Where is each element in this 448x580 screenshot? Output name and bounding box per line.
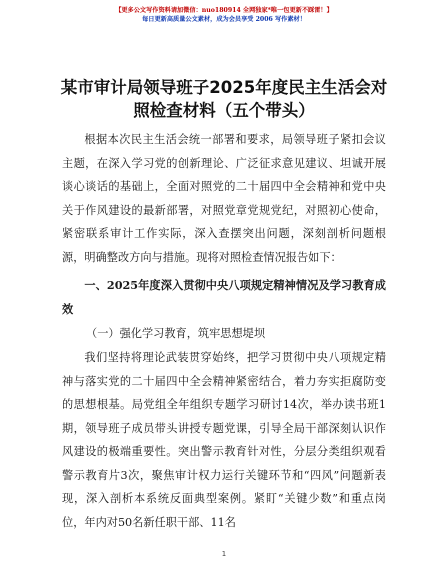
banner-line-1: 【更多公文写作资料请加微信：nuo180914 全网独家*唯一包更新不踩雷！】 <box>115 7 333 14</box>
document-title: 某市审计局领导班子2025年度民主生活会对照检查材料（五个带头） <box>60 78 388 120</box>
banner-line-2: 每日更新高质量公文素材，成为会员享受 2006 写作素材！ <box>142 16 306 23</box>
body-paragraph-2: 我们坚持将理论武装贯穿始终，把学习贯彻中央八项规定精神与落实党的二十届四中全会精神紧密结合，着力夯实拒腐防变的思想根基。局党组全年组织专题学习研讨14次，举办读书班1期，领导班子成员带头讲授专题党课，引导全局干部深刻认识作风建设的极端重要性。突出警示教育针对性，分层分类组织观看警示教育片3次，聚焦审计权力运行关键环节和“四风”问题新表现，深入剖析本系统反面典型案例。紧盯“关键少数”和重点岗位，年内对50名新任职干部、11名 <box>62 351 386 529</box>
top-banner <box>0 6 448 24</box>
page-number: 1 <box>221 550 227 558</box>
intro-paragraph: 根据本次民主生活会统一部署和要求，局领导班子紧扣会议主题，在深入学习党的创新理论、广泛征求意见建议、坦诚开展谈心谈话的基础上，全面对照党的二十届四中全会精神和党中央关于作风建设的最新部署，对照党章党规党纪，对照初心使命，紧密联系审计工作实际，深入查摆突出问题，深刻剖析问题根源，明确整改方向与措施。现将对照检查情况报告如下： <box>62 133 386 264</box>
section-heading-1: 一、2025年度深入贯彻中央八项规定精神情况及学习教育成效 <box>62 278 386 316</box>
subsection-heading-1: （一）强化学习教育，筑牢思想堤坝 <box>86 327 266 340</box>
